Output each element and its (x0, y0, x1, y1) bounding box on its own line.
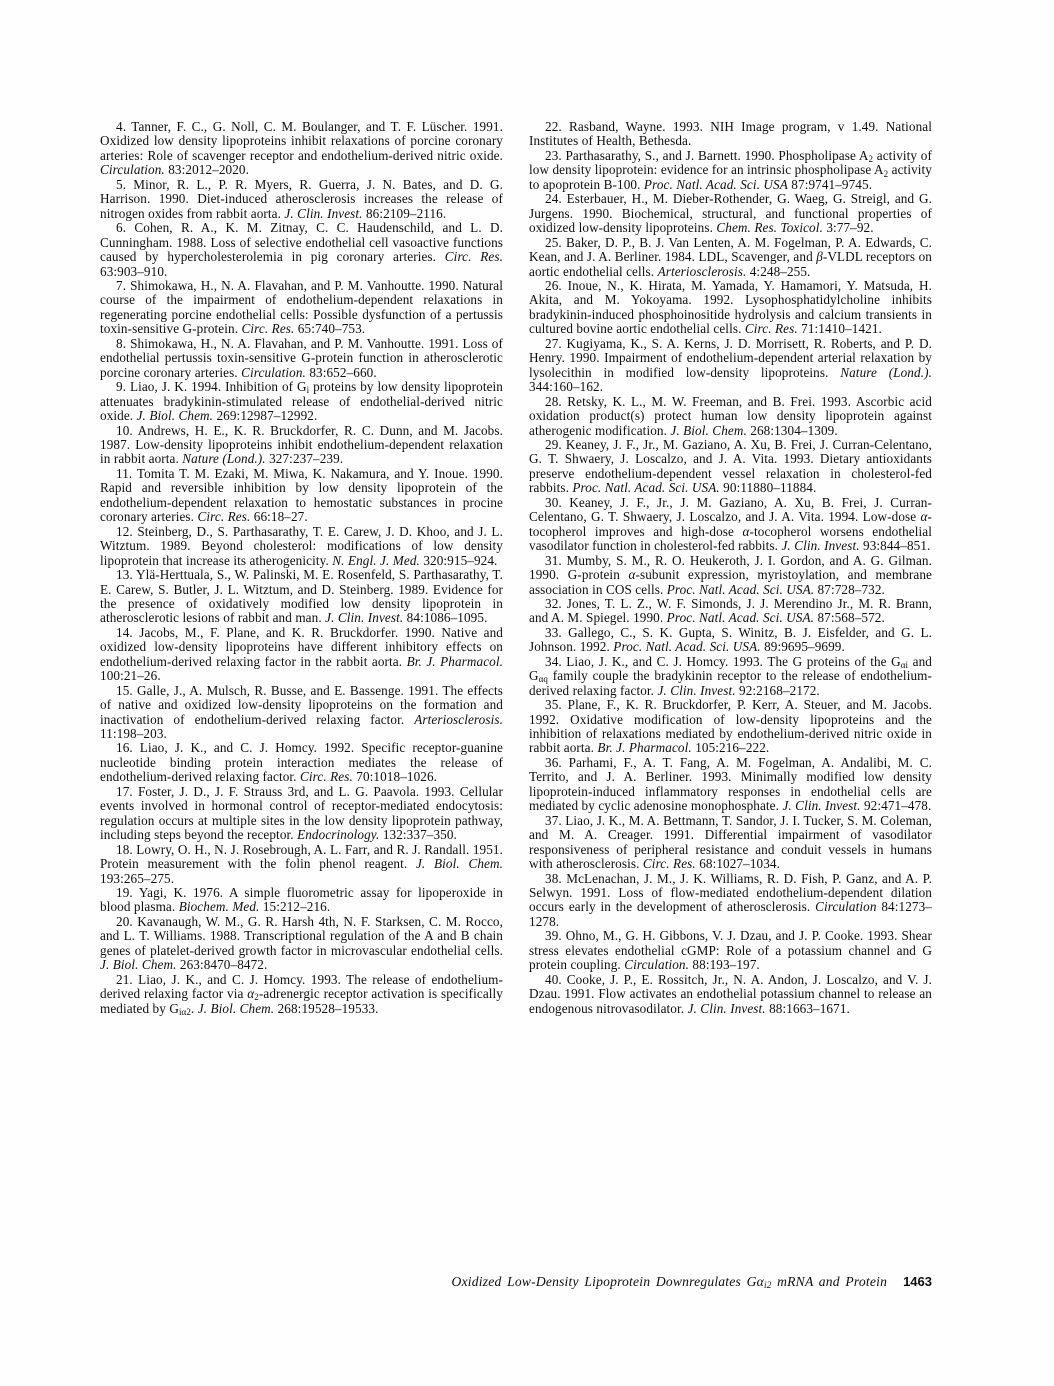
text-run: Proc. Natl. Acad. Sci. USA. (666, 581, 815, 597)
text-run: 12. Steinberg, D., S. Parthasarathy, T. E. Carew, J. D. Khoo, and J. L. Witztum. 1989. Beyond cholesterol: modifications of low density lipoprotein that increase its atherogenicity. (100, 523, 503, 568)
text-run: 22. Rasband, Wayne. 1993. NIH Image program, v 1.49. National Institutes of Health, Bethesda. (529, 119, 932, 149)
text-run: 88:193–197. (689, 957, 760, 973)
text-run: Circulation. (241, 364, 306, 380)
text-run: 21. Liao, J. K., and C. J. Homcy. 1993. The release of endothelium-derived relaxing factor via (100, 971, 503, 1002)
text-run: 11. Tomita T. M. Ezaki, M. Miwa, K. Nakamura, and Y. Inoue. 1990. Rapid and reversible inhibition by low density lipoprotein of the endothelium-dependent relaxation to hemostatic substances in procine coronary arteries. (100, 465, 503, 525)
reference-item-7 (100, 279, 503, 337)
text-run: 68:1027–1034. (695, 856, 780, 872)
text-run: 2 (883, 168, 889, 179)
text-run: 88:1663–1671. (765, 1000, 850, 1016)
text-run: 33. Gallego, C., S. K. Gupta, S. Winitz, B. J. Eisfelder, and G. L. Johnson. 1992. (529, 624, 932, 655)
text-run: Nature (Lond.). (182, 451, 266, 467)
reference-item-19 (100, 886, 503, 915)
text-run: 15:212–216. (259, 899, 331, 915)
text-run: 89:9695–9699. (760, 639, 845, 655)
reference-item-20 (100, 915, 503, 973)
reference-item-40 (529, 973, 932, 1016)
reference-item-31 (529, 554, 932, 597)
text-run: 269:12987–12992. (213, 408, 318, 424)
reference-item-25 (529, 236, 932, 279)
text-run: Proc. Natl. Acad. Sci. USA. (613, 639, 761, 655)
text-run: 29. Keaney, J. F., Jr., M. Gaziano, A. Xu, B. Frei, J. Curran-Celentano, G. T. Shwaery, J. Loscalzo, and J. A. Vita. 1993. Dietary antioxidants preserve endothelium-dependent vessel relaxation in cholesterol-fed rabbits. (529, 436, 932, 496)
text-run: activity to apoprotein B-100. (529, 162, 932, 192)
text-run: 2 (868, 154, 874, 165)
reference-item-9 (100, 380, 503, 423)
text-run: 92:2168–2172. (735, 682, 820, 698)
text-run: 39. Ohno, M., G. H. Gibbons, V. J. Dzau, and J. P. Cooke. 1993. Shear stress elevates endothelial cGMP: Role of a potassium channel and G protein coupling. (529, 928, 932, 973)
reference-item-17 (100, 785, 503, 843)
text-run: J. Clin. Invest. (284, 205, 363, 221)
text-run: i (306, 385, 310, 396)
text-run: 32. Jones, T. L. Z., W. F. Simonds, J. J. Merendino Jr., M. R. Brann, and A. M. Spiegel. 1990. (529, 595, 932, 626)
reference-item-27 (529, 337, 932, 395)
text-run: J. Clin. Invest. (687, 1000, 766, 1016)
page-footer (452, 1274, 932, 1290)
text-run: Circ. Res. (642, 856, 696, 872)
text-run: family couple the bradykinin receptor to the release of endothelium-derived relaxing factor. (529, 668, 932, 698)
text-run: 23. Parthasarathy, S., and J. Barnett. 1990. Phospholipase A (545, 147, 869, 163)
text-run: 10. Andrews, H. E., K. R. Bruckdorfer, R. C. Dunn, and M. Jacobs. 1987. Low-density lipoproteins inhibit endothelium-dependent relaxation in rabbit aorta. (100, 422, 503, 467)
reference-item-8 (100, 337, 503, 380)
text-run: 26. Inoue, N., K. Hirata, M. Yamada, Y. Hamamori, Y. Matsuda, H. Akita, and M. Yokoyama. 1992. Lysophosphatidylcholine inhibits bradykinin-induced phosphoinositide hydrolysis and calcium transients in cultured bovine aortic endothelial cells. (529, 277, 932, 337)
text-run: J. Clin. Invest. (325, 610, 404, 626)
page-number: 1463 (903, 1274, 932, 1289)
text-run: 83:2012–2020. (164, 162, 250, 178)
text-run: 100:21–26. (100, 668, 161, 684)
reference-item-12 (100, 525, 503, 568)
text-run: Nature (Lond.). (840, 364, 932, 380)
text-run: 15. Galle, J., A. Mulsch, R. Busse, and E. Bassenge. 1991. The effects of native and oxidized low-density lipoproteins on the formation and inactivation of endothelium-derived relaxing factor. (100, 682, 503, 727)
text-run: 71:1410–1421. (797, 321, 882, 337)
text-run: Arteriosclerosis. (657, 263, 747, 279)
reference-item-6 (100, 221, 503, 279)
text-run: 132:337–350. (379, 827, 457, 843)
text-run: α (920, 509, 928, 525)
reference-item-30 (529, 496, 932, 554)
references-column-left (100, 120, 503, 1016)
text-run: 320:915–924. (419, 552, 498, 568)
text-run: 344:160–162. (529, 379, 604, 395)
text-run: 105:216–222. (691, 740, 770, 756)
text-run: 5. Minor, R. L., P. R. Myers, R. Guerra, J. N. Bates, and D. G. Harrison. 1990. Diet-induced atherosclerosis increases the release of nitrogen oxides from rabbit aorta. (100, 176, 503, 221)
text-run: Circ. Res. (197, 509, 251, 525)
text-run: Circ. Res. (744, 321, 798, 337)
text-run: 263:8470–8472. (176, 957, 268, 973)
reference-item-35 (529, 698, 932, 756)
text-run: 37. Liao, J. K., M. A. Bettmann, T. Sandor, J. I. Tucker, S. M. Coleman, and M. A. Creager. 1991. Differential impairment of vasodilator responsiveness of peripheral resistance and conduit vessels in humans with atherosclerosis. (529, 812, 932, 872)
text-run: 16. Liao, J. K., and C. J. Homcy. 1992. Specific receptor-guanine nucleotide binding protein interaction mediates the release of endothelium-derived relaxing factor. (100, 740, 503, 785)
reference-item-39 (529, 929, 932, 972)
text-run: Circulation. (624, 957, 690, 973)
reference-item-29 (529, 438, 932, 496)
text-run: 25. Baker, D. P., B. J. Van Lenten, A. M. Fogelman, P. A. Edwards, C. Kean, and J. A. Berliner. 1984. LDL, Scavenger, and (529, 234, 932, 265)
text-run: 65:740–753. (294, 321, 366, 337)
text-run: Oxidized Low-Density Lipoprotein Downregulates G (451, 1274, 757, 1289)
text-run: 34. Liao, J. K., and C. J. Homcy. 1993. The G proteins of the G (545, 653, 901, 669)
text-run: -subunit expression, myristoylation, and membrane association in COS cells. (529, 567, 932, 597)
reference-item-11 (100, 467, 503, 525)
running-title (452, 1274, 888, 1289)
text-run: -VLDL receptors on aortic endothelial cells. (529, 249, 932, 279)
text-run: 92:471–478. (860, 798, 932, 814)
text-run: 17. Foster, J. D., J. F. Strauss 3rd, and L. G. Paavola. 1993. Cellular events involved in hormonal control of receptor-mediated endocytosis: regulation occurs at multiple sites in the low density lipoprotein pathway, including steps beyond the receptor. (100, 783, 503, 843)
text-run: 13. Ylä-Herttuala, S., W. Palinski, M. E. Rosenfeld, S. Parthasarathy, T. E. Carew, S. Butler, J. L. Witztum, and D. Steinberg. 1989. Evidence for the presence of oxidatively modified low density lipoprotein in atherosclerotic lesions of rabbit and man. (100, 567, 503, 626)
references-section (100, 120, 932, 1016)
text-run: 4. Tanner, F. C., G. Noll, C. M. Boulanger, and T. F. Lüscher. 1991. Oxidized low density lipoproteins inhibit relaxations of porcine coronary arteries: Role of scavenger receptor and endothelium-derived nitric oxide. (100, 119, 503, 163)
text-run: activity of low density lipoprotein: evidence for an intrinsic phospholipase A (529, 147, 932, 178)
text-run: 2 (254, 992, 259, 1003)
text-run: J. Clin. Invest. (781, 538, 860, 554)
text-run: 87:568–572. (814, 610, 885, 626)
text-run: 27. Kugiyama, K., S. A. Kerns, J. D. Morrisett, R. Roberts, and P. D. Henry. 1990. Impairment of endothelium-dependent arterial relaxation by lysolecithin in modified low-density lipoproteins. (529, 335, 932, 380)
reference-item-10 (100, 424, 503, 467)
text-run: α (756, 1274, 764, 1289)
text-run: -adrenergic receptor activation is specifically mediated by G (100, 986, 503, 1016)
text-run: 70:1018–1026. (352, 769, 438, 785)
text-run: 66:18–27. (250, 509, 308, 525)
text-run: 19. Yagi, K. 1976. A simple fluorometric assay for lipoperoxide in blood plasma. (100, 885, 503, 915)
text-run: J. Biol. Chem. (136, 408, 214, 424)
text-run: 35. Plane, F., K. R. Bruckdorfer, P. Kerr, A. Steuer, and M. Jacobs. 1992. Oxidative modification of low-density lipoproteins and the inhibition of relaxations mediated by endothelium-derived nitric oxide in rabbit aorta. (529, 697, 932, 756)
text-run: 87:728–732. (814, 581, 885, 597)
text-run: 7. Shimokawa, H., N. A. Flavahan, and P. M. Vanhoutte. 1990. Natural course of the impairment of endothelium-dependent relaxations in regenerating porcine endothelial cells: Possible dysfunction of a pertussis toxin-sensitive G-protein. (100, 277, 503, 337)
reference-item-34 (529, 655, 932, 698)
text-run: J. Clin. Invest. (657, 682, 736, 698)
text-run: 268:19528–19533. (274, 1000, 379, 1016)
text-run: proteins by low density lipoprotein attenuates bradykinin-stimulated release of endothelial-derived nitric oxide. (100, 379, 503, 424)
reference-item-4 (100, 120, 503, 178)
text-run: J. Biol. Chem. (415, 856, 504, 872)
text-run: 18. Lowry, O. H., N. J. Rosebrough, A. L. Farr, and R. J. Randall. 1951. Protein measurement with the folin phenol reagent. (100, 841, 503, 872)
text-run: 6. Cohen, R. A., K. M. Zitnay, C. C. Haudenschild, and L. D. Cunningham. 1988. Loss of selective endothelial cell vasoactive functions caused by hypercholesterolemia in pig coronary arteries. (100, 220, 503, 265)
text-run: Circ. Res. (444, 249, 504, 265)
reference-item-36 (529, 756, 932, 814)
text-run: N. Engl. J. Med. (332, 552, 420, 568)
text-run: Biochem. Med. (178, 899, 260, 915)
text-run: Br. J. Pharmacol. (597, 740, 692, 756)
reference-item-21 (100, 973, 503, 1016)
text-run: and G (529, 653, 932, 684)
text-run: 268:1304–1309. (746, 422, 838, 438)
text-run: 20. Kavanaugh, W. M., G. R. Harsh 4th, N. F. Starksen, C. M. Rocco, and L. T. Williams. 1988. Transcriptional regulation of the A and B chain genes of platelet-derived growth factor in microvascular endothelial cells. (100, 913, 503, 958)
text-run: Circulation (815, 899, 877, 915)
text-run: Circulation. (100, 162, 165, 178)
text-run: Chem. Res. Toxicol. (716, 220, 823, 236)
text-run: α (628, 567, 636, 583)
reference-item-32 (529, 597, 932, 626)
reference-item-16 (100, 741, 503, 784)
text-run: 63:903–910. (100, 263, 168, 279)
text-run: Proc. Natl. Acad. Sci. USA. (666, 610, 815, 626)
text-run: 93:844–851. (859, 538, 931, 554)
text-run: β (816, 249, 823, 265)
reference-item-15 (100, 684, 503, 742)
reference-item-24 (529, 192, 932, 235)
text-run: mRNA and Protein (771, 1274, 888, 1289)
reference-item-37 (529, 814, 932, 872)
text-run: Br. J. Pharmacol. (406, 653, 503, 669)
reference-item-38 (529, 872, 932, 930)
text-run: 9. Liao, J. K. 1994. Inhibition of G (116, 379, 307, 395)
text-run: 87:9741–9745. (787, 176, 873, 192)
text-run: 83:652–660. (305, 364, 377, 380)
text-run: 84:1086–1095. (403, 610, 488, 626)
text-run: Endocrinology. (297, 827, 380, 843)
text-run: 24. Esterbauer, H., M. Dieber-Rothender, G. Waeg, G. Streigl, and G. Jurgens. 1990. Biochemical, structural, and functional properties of oxidized low-density lipoproteins. (529, 191, 932, 236)
text-run: J. Clin. Invest. (782, 798, 861, 814)
text-run: iα2 (178, 1006, 191, 1017)
text-run: 40. Cooke, J. P., E. Rossitch, Jr., N. A. Andon, J. Loscalzo, and V. J. Dzau. 1991. Flow activates an endothelial potassium channel to release an endogenous nitrovasodilator. (529, 971, 932, 1016)
text-run: 4:248–255. (746, 263, 811, 279)
text-run: J. Biol. Chem. (100, 957, 177, 973)
text-run: 30. Keaney, J. F., Jr., J. M. Gaziano, A. Xu, B. Frei, J. Curran-Celentano, G. T. Shwaery, J. Loscalzo, and J. A. Vita. 1994. Low-dose (529, 494, 932, 525)
text-run: α (247, 986, 255, 1002)
reference-item-18 (100, 843, 503, 886)
text-run: αi (900, 660, 909, 670)
text-run: 90:11880–11884. (719, 480, 817, 496)
text-run: -tocopherol improves and high-dose (529, 509, 932, 539)
text-run: 8. Shimokawa, H., N. A. Flavahan, and P. M. Vanhoutte. 1991. Loss of endothelial pertussis toxin-sensitive G-protein function in atherosclerotic porcine coronary arteries. (100, 335, 503, 380)
text-run: 84:1273–1278. (529, 899, 932, 929)
reference-item-5 (100, 178, 503, 221)
text-run: i2 (763, 1280, 772, 1291)
text-run: J. Biol. Chem. (670, 422, 747, 438)
text-run: 11:198–203. (100, 726, 167, 742)
references-column-right (529, 120, 932, 1016)
text-run: 193:265–275. (100, 870, 175, 886)
text-run: 327:237–239. (265, 451, 344, 467)
text-run: 86:2109–2116. (362, 205, 447, 221)
text-run: Circ. Res. (299, 769, 353, 785)
text-run: 31. Mumby, S. M., R. O. Heukeroth, J. I. Gordon, and A. G. Gilman. 1990. G-protein (529, 552, 932, 583)
text-run: Circ. Res. (241, 321, 295, 337)
text-run: 3:77–92. (822, 220, 874, 236)
text-run: Proc. Natl. Acad. Sci. USA (643, 176, 788, 192)
text-run: 38. McLenachan, J. M., J. K. Williams, R. D. Fish, P. Ganz, and A. P. Selwyn. 1991. Loss of flow-mediated endothelium-dependent dilation occurs early in the development of atherosclerosis. (529, 870, 932, 915)
reference-item-22 (529, 120, 932, 149)
reference-item-28 (529, 395, 932, 438)
reference-item-26 (529, 279, 932, 337)
text-run: Arteriosclerosis. (414, 711, 503, 727)
text-run: α (742, 523, 750, 539)
text-run: -tocopherol worsens endothelial vasodilator function in cholesterol-fed rabbits. (529, 523, 932, 554)
text-run: J. Biol. Chem. (197, 1000, 275, 1016)
text-run: 14. Jacobs, M., F. Plane, and K. R. Bruckdorfer. 1990. Native and oxidized low-density lipoproteins have different inhibitory effects on endothelium-derived relaxing factor in the rabbit aorta. (100, 624, 503, 669)
reference-item-33 (529, 626, 932, 655)
text-run: 36. Parhami, F., A. T. Fang, A. M. Fogelman, A. Andalibi, M. C. Territo, and J. A. Berliner. 1993. Minimally modified low density lipoprotein-induced inflammatory responses in endothelial cells are mediated by cyclic adenosine monophosphate. (529, 754, 932, 814)
reference-item-14 (100, 626, 503, 684)
text-run: Proc. Natl. Acad. Sci. USA. (572, 480, 720, 496)
reference-item-13 (100, 568, 503, 626)
text-run: αq (538, 674, 549, 685)
text-run: 28. Retsky, K. L., M. W. Freeman, and B. Frei. 1993. Ascorbic acid oxidation product(s) protect human low density lipoprotein against atherogenic modification. (529, 393, 932, 438)
reference-item-23 (529, 149, 932, 192)
text-run: . (190, 1000, 198, 1016)
